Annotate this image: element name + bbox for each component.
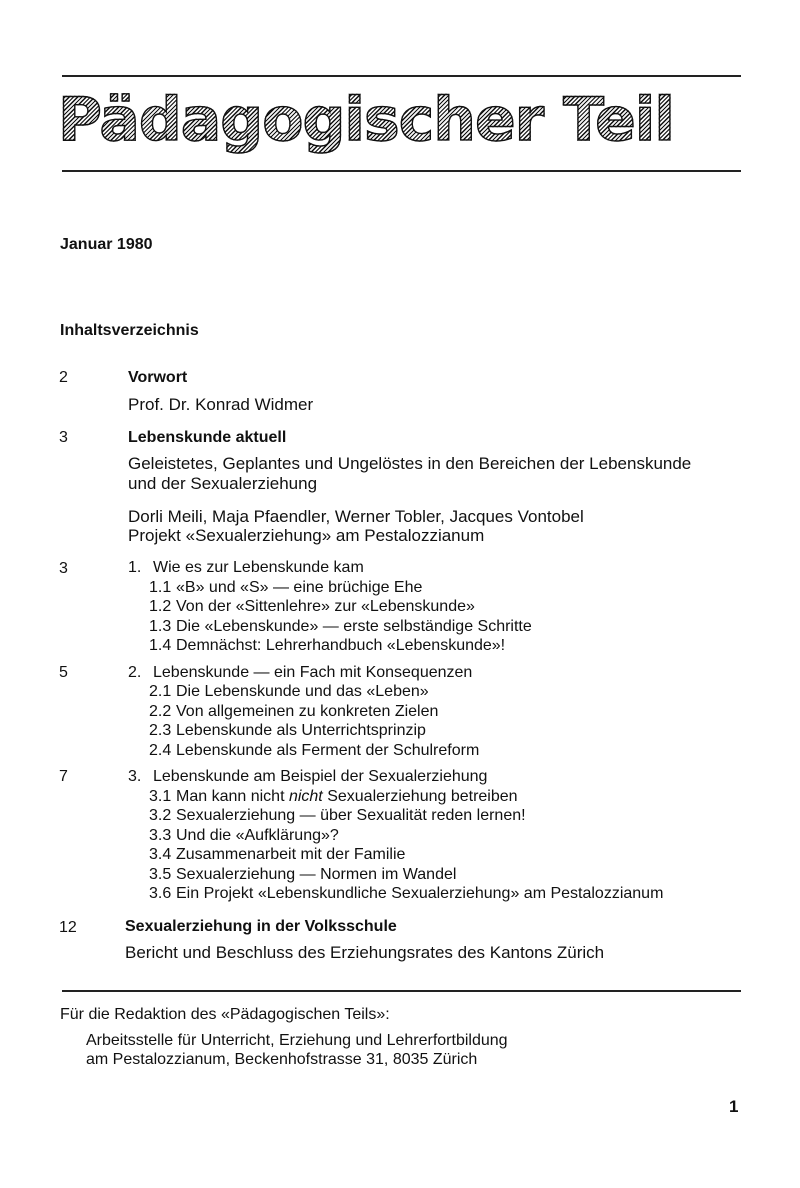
subsection-title [176, 788, 518, 806]
editorial-intro: Für die Redaktion des «Pädagogischen Teils»: [60, 1006, 390, 1023]
subsection-number: 1.3 [149, 618, 172, 635]
subsection-title-part: Sexualerziehung betreiben [322, 788, 518, 805]
toc-description: und der Sexualerziehung [128, 474, 318, 493]
page-title: Pädagogischer Teil [58, 82, 674, 158]
subsection-number: 1.1 [149, 579, 172, 596]
subsection-number: 1.4 [149, 637, 172, 654]
subsection-number: 3.5 [149, 866, 172, 883]
subsection-title: «B» und «S» — eine brüchige Ehe [176, 579, 423, 596]
subsection-number: 2.1 [149, 683, 172, 700]
toc-author: Prof. Dr. Konrad Widmer [128, 395, 314, 414]
editorial-address: Arbeitsstelle für Unterricht, Erziehung und Lehrerfortbildung [86, 1032, 508, 1049]
subsection-title: Demnächst: Lehrerhandbuch «Lebenskunde»! [176, 637, 506, 654]
toc-page-number: 3 [59, 560, 68, 577]
subsection-number: 3.6 [149, 885, 172, 902]
subsection-title: Lebenskunde als Ferment der Schulreform [176, 742, 480, 759]
toc-page-number: 7 [59, 768, 68, 785]
subsection-title-part: Man kann nicht [176, 788, 289, 805]
toc-section-title: Vorwort [128, 369, 188, 386]
toc-description: Bericht und Beschluss des Erziehungsrates des Kantons Zürich [125, 943, 605, 962]
chapter-number: 2. [128, 664, 142, 681]
subsection-title: Die «Lebenskunde» — erste selbständige Schritte [176, 618, 532, 635]
toc-page-number: 12 [59, 919, 77, 936]
page-number: 1 [729, 1097, 739, 1116]
toc-page-number: 2 [59, 369, 68, 386]
subsection-number: 3.3 [149, 827, 172, 844]
issue-date: Januar 1980 [60, 236, 153, 253]
toc-section-title: Lebenskunde aktuell [128, 429, 287, 446]
subsection-title: Ein Projekt «Lebenskundliche Sexualerziehung» am Pestalozzianum [176, 885, 664, 902]
subsection-number: 2.2 [149, 703, 172, 720]
chapter-title: Lebenskunde am Beispiel der Sexualerziehung [153, 768, 488, 785]
footer-rule [62, 990, 741, 992]
subsection-title: Von allgemeinen zu konkreten Zielen [176, 703, 439, 720]
subsection-title: Von der «Sittenlehre» zur «Lebenskunde» [176, 598, 475, 615]
toc-page-number: 5 [59, 664, 68, 681]
title-rule [62, 170, 741, 172]
chapter-number: 3. [128, 768, 142, 785]
chapter-title: Lebenskunde — ein Fach mit Konsequenzen [153, 664, 473, 681]
subsection-title: Sexualerziehung — Normen im Wandel [176, 866, 457, 883]
toc-authors: Dorli Meili, Maja Pfaendler, Werner Tobler, Jacques Vontobel [128, 507, 584, 526]
subsection-number: 2.4 [149, 742, 172, 759]
subsection-title: Sexualerziehung — über Sexualität reden lernen! [176, 807, 526, 824]
subsection-number: 3.1 [149, 788, 172, 805]
toc-page-number: 3 [59, 429, 68, 446]
subsection-title: Und die «Aufklärung»? [176, 827, 339, 844]
subsection-number: 3.4 [149, 846, 172, 863]
subsection-number: 3.2 [149, 807, 172, 824]
subsection-title: Lebenskunde als Unterrichtsprinzip [176, 722, 426, 739]
subsection-number: 1.2 [149, 598, 172, 615]
toc-description: Geleistetes, Geplantes und Ungelöstes in den Bereichen der Lebenskunde [128, 454, 692, 473]
toc-heading: Inhaltsverzeichnis [60, 322, 199, 339]
top-rule [62, 75, 741, 77]
emphasis-text: nicht [288, 788, 323, 805]
subsection-title: Zusammenarbeit mit der Familie [176, 846, 406, 863]
chapter-number: 1. [128, 559, 142, 576]
subsection-number: 2.3 [149, 722, 172, 739]
toc-project: Projekt «Sexualerziehung» am Pestalozzianum [128, 526, 485, 545]
subsection-title: Die Lebenskunde und das «Leben» [176, 683, 429, 700]
chapter-title: Wie es zur Lebenskunde kam [153, 559, 364, 576]
editorial-address: am Pestalozzianum, Beckenhofstrasse 31, 8035 Zürich [86, 1051, 478, 1068]
toc-section-title: Sexualerziehung in der Volksschule [125, 918, 397, 935]
